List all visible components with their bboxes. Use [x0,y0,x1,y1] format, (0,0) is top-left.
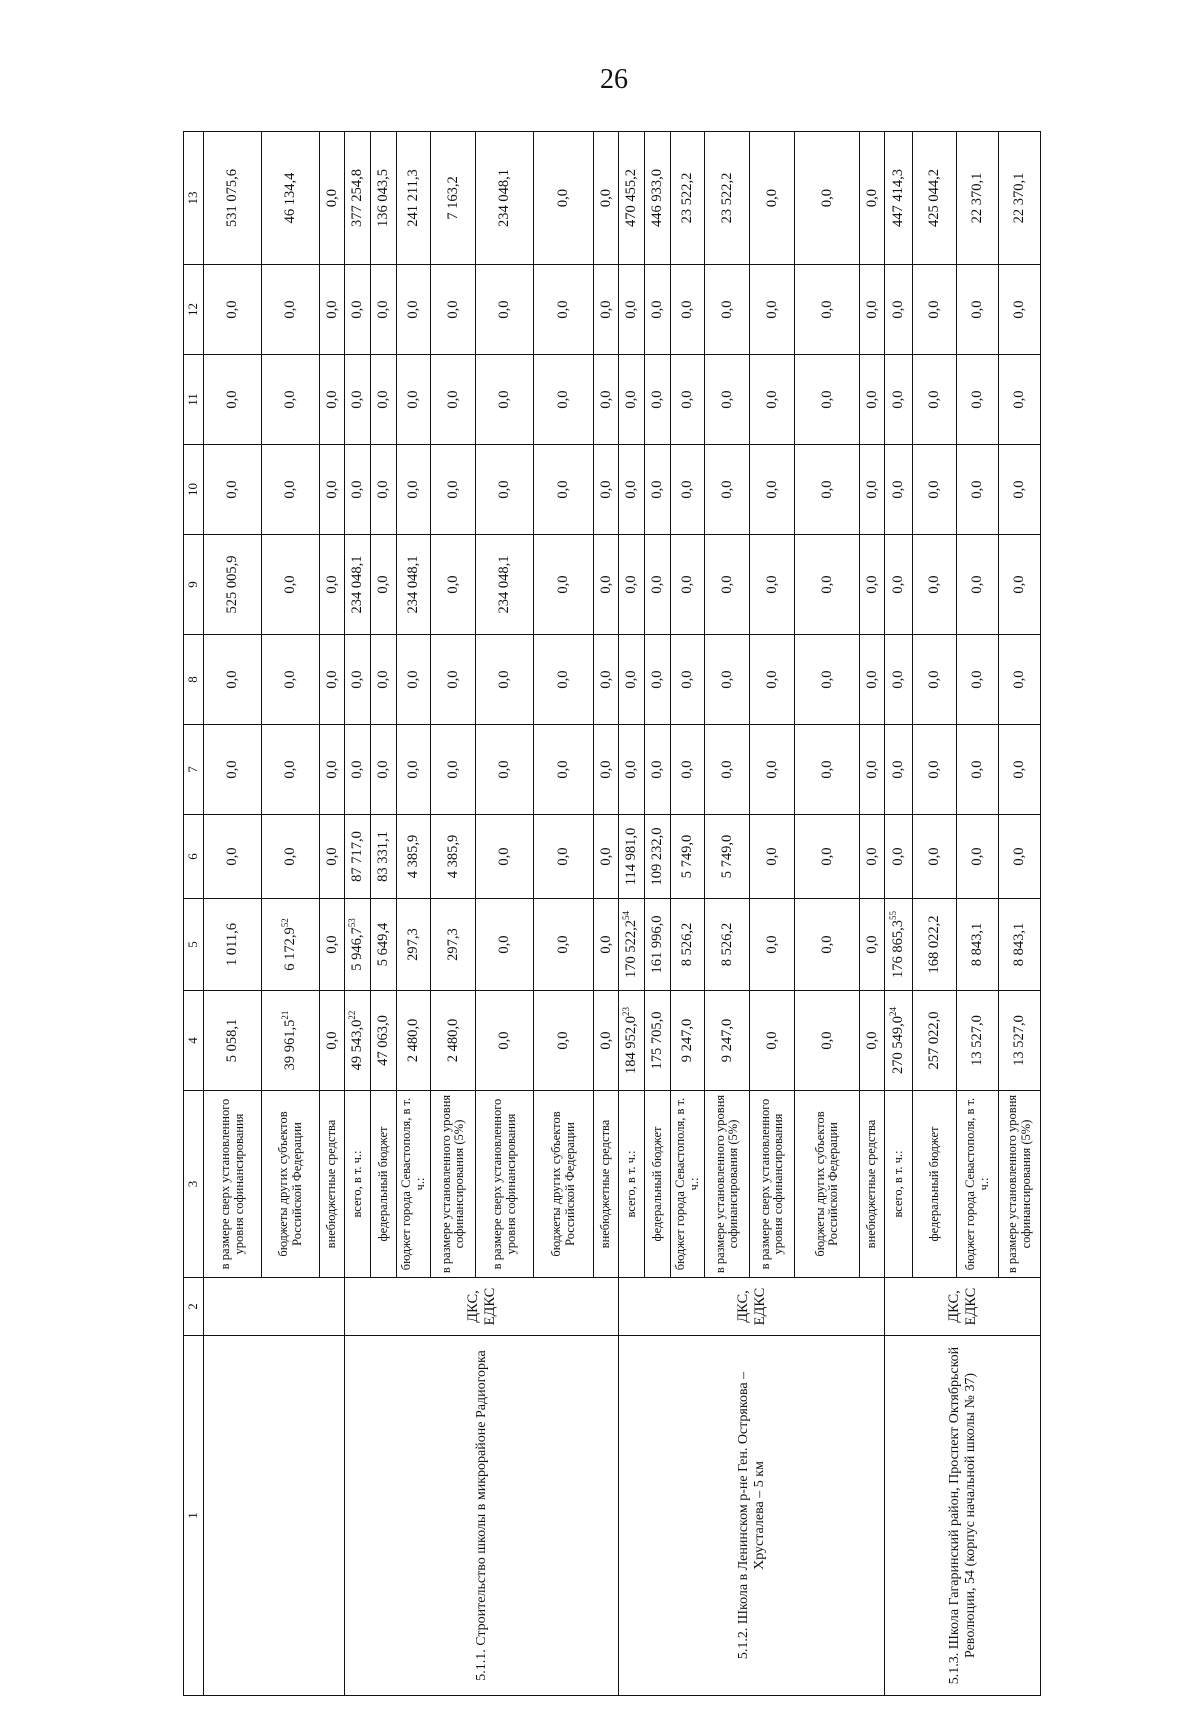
value-cell: 0,0 [320,991,345,1091]
value-cell: 0,0 [431,445,476,535]
value-cell: 0,0 [885,725,913,815]
value-cell: 1 011,6 [204,899,262,991]
value-cell: 0,0 [262,815,320,899]
table-row [619,132,645,1696]
value-cell: 13 527,0 [957,991,999,1091]
value-cell: 0,0 [885,635,913,725]
value-cell: 0,0 [431,265,476,355]
value-cell: 0,0 [320,265,345,355]
funding-source-cell: внебюджетные средства [860,1091,885,1278]
funding-source-cell: федеральный бюджет [913,1091,957,1278]
value-cell: 0,0 [795,991,860,1091]
value-cell: 0,0 [262,445,320,535]
value-cell: 13 527,0 [999,991,1041,1091]
value-cell: 377 254,8 [345,132,371,265]
value-cell: 0,0 [999,725,1041,815]
value-cell: 0,0 [705,725,750,815]
value-cell: 0,0 [913,725,957,815]
funding-source-cell: бюджеты других субъектов Российской Федерации [534,1091,594,1278]
value-cell: 0,0 [619,265,645,355]
value-cell: 0,0 [476,635,534,725]
value-cell: 8 526,2 [671,899,705,991]
value-cell: 525 005,9 [204,535,262,635]
value-cell: 0,0 [957,445,999,535]
value-cell: 0,0 [320,815,345,899]
table-row [345,132,371,1696]
value-cell: 0,0 [262,355,320,445]
value-cell: 0,0 [795,725,860,815]
column-number: 12 [184,265,204,355]
value-cell: 0,0 [795,815,860,899]
value-cell: 0,0 [705,265,750,355]
value-cell: 0,0 [957,355,999,445]
value-cell: 0,0 [320,725,345,815]
funding-source-cell: бюджеты других субъектов Российской Федерации [795,1091,860,1278]
value-cell: 0,0 [860,635,885,725]
value-cell: 0,0 [594,535,619,635]
value-cell: 109 232,0 [645,815,671,899]
column-number: 4 [184,991,204,1091]
value-cell: 0,0 [594,445,619,535]
value-cell: 0,0 [885,355,913,445]
value-cell: 5 946,7$^{53}$ [345,899,371,991]
funding-source-cell: федеральный бюджет [645,1091,671,1278]
value-cell: 0,0 [371,535,397,635]
funding-source-cell: внебюджетные средства [594,1091,619,1278]
value-cell: 0,0 [885,265,913,355]
funding-source-cell: в размере сверх установленного уровня софинансирования [476,1091,534,1278]
column-number: 8 [184,635,204,725]
column-number: 2 [184,1278,204,1336]
value-cell: 0,0 [594,132,619,265]
value-cell: 0,0 [957,725,999,815]
value-cell: 0,0 [705,635,750,725]
value-cell: 0,0 [594,991,619,1091]
value-cell: 0,0 [957,635,999,725]
value-cell: 0,0 [750,445,795,535]
value-cell: 0,0 [204,445,262,535]
value-cell: 531 075,6 [204,132,262,265]
column-number: 6 [184,815,204,899]
footnote-marker: 21 [280,1010,291,1020]
value-cell: 0,0 [534,635,594,725]
value-cell: 0,0 [431,725,476,815]
value-cell: 0,0 [534,355,594,445]
value-cell: 8 843,1 [999,899,1041,991]
value-cell: 0,0 [671,355,705,445]
value-cell: 0,0 [671,265,705,355]
value-cell: 0,0 [619,355,645,445]
value-cell: 0,0 [795,445,860,535]
value-cell: 0,0 [860,265,885,355]
footnote-marker: 23 [621,1007,632,1016]
value-cell: 0,0 [750,132,795,265]
value-cell: 0,0 [750,725,795,815]
value-cell: 0,0 [619,445,645,535]
value-cell: 9 247,0 [671,991,705,1091]
value-cell: 0,0 [957,815,999,899]
value-cell: 176 865,3$^{55}$ [885,899,913,991]
value-cell: 5 058,1 [204,991,262,1091]
value-cell: 0,0 [795,899,860,991]
object-name-cell: 5.1.1. Строительство школы в микрорайоне Радиогорка [345,1336,619,1696]
value-cell: 0,0 [957,265,999,355]
column-number: 1 [184,1336,204,1696]
executor-cell: ДКС, ЕДКС [345,1278,619,1336]
funding-source-cell: федеральный бюджет [371,1091,397,1278]
column-number: 9 [184,535,204,635]
funding-source-cell: всего, в т. ч.: [619,1091,645,1278]
funding-source-cell: в размере установленного уровня софинансирования (5%) [999,1091,1041,1278]
value-cell: 0,0 [913,445,957,535]
value-cell: 0,0 [795,132,860,265]
value-cell: 0,0 [645,265,671,355]
value-cell: 0,0 [999,265,1041,355]
value-cell: 447 414,3 [885,132,913,265]
value-cell: 47 063,0 [371,991,397,1091]
value-cell: 0,0 [860,535,885,635]
value-cell: 0,0 [913,535,957,635]
value-cell: 0,0 [534,899,594,991]
value-cell: 257 022,0 [913,991,957,1091]
value-cell: 8 526,2 [705,899,750,991]
table-row [204,132,262,1696]
budget-table [183,131,1041,1696]
value-cell: 241 211,3 [397,132,431,265]
object-name-cell [204,1336,345,1696]
value-cell: 0,0 [371,635,397,725]
value-cell: 170 522,2$^{54}$ [619,899,645,991]
value-cell: 0,0 [795,635,860,725]
value-cell: 6 172,9$^{52}$ [262,899,320,991]
value-cell: 9 247,0 [705,991,750,1091]
value-cell: 0,0 [594,635,619,725]
value-cell: 168 022,2 [913,899,957,991]
value-cell: 234 048,1 [397,535,431,635]
value-cell: 0,0 [534,815,594,899]
value-cell: 234 048,1 [476,535,534,635]
value-cell: 2 480,0 [397,991,431,1091]
value-cell: 0,0 [476,815,534,899]
column-number: 10 [184,445,204,535]
value-cell: 0,0 [262,265,320,355]
value-cell: 0,0 [431,355,476,445]
value-cell: 0,0 [594,265,619,355]
value-cell: 0,0 [345,265,371,355]
funding-source-cell: всего, в т. ч.: [885,1091,913,1278]
value-cell: 23 522,2 [705,132,750,265]
column-number: 7 [184,725,204,815]
value-cell: 0,0 [431,635,476,725]
value-cell: 0,0 [320,635,345,725]
funding-source-cell: в размере установленного уровня софинансирования (5%) [705,1091,750,1278]
funding-source-cell: в размере установленного уровня софинансирования (5%) [431,1091,476,1278]
value-cell: 0,0 [860,991,885,1091]
funding-source-cell: бюджет города Севастополя, в т. ч.: [957,1091,999,1278]
value-cell: 0,0 [371,445,397,535]
value-cell: 234 048,1 [476,132,534,265]
value-cell: 0,0 [262,635,320,725]
value-cell: 0,0 [397,635,431,725]
footnote-marker: 52 [280,918,291,928]
value-cell: 0,0 [397,445,431,535]
page-number: 26 [600,64,628,95]
value-cell: 161 996,0 [645,899,671,991]
value-cell: 4 385,9 [431,815,476,899]
value-cell: 0,0 [371,265,397,355]
value-cell: 114 981,0 [619,815,645,899]
executor-cell [204,1278,345,1336]
value-cell: 136 043,5 [371,132,397,265]
value-cell: 0,0 [913,265,957,355]
value-cell: 0,0 [671,445,705,535]
value-cell: 0,0 [262,535,320,635]
value-cell: 0,0 [750,265,795,355]
value-cell: 0,0 [645,445,671,535]
value-cell: 0,0 [750,815,795,899]
value-cell: 0,0 [860,815,885,899]
value-cell: 270 549,0$^{24}$ [885,991,913,1091]
value-cell: 0,0 [750,899,795,991]
value-cell: 0,0 [795,265,860,355]
value-cell: 23 522,2 [671,132,705,265]
value-cell: 0,0 [204,635,262,725]
value-cell: 0,0 [750,991,795,1091]
value-cell: 297,3 [431,899,476,991]
value-cell: 0,0 [397,355,431,445]
value-cell: 0,0 [885,445,913,535]
funding-source-cell: всего, в т. ч.: [345,1091,371,1278]
rotated-table-wrapper [183,132,1038,1696]
value-cell: 0,0 [619,635,645,725]
value-cell: 0,0 [320,132,345,265]
value-cell: 0,0 [860,355,885,445]
value-cell: 446 933,0 [645,132,671,265]
value-cell: 0,0 [999,445,1041,535]
executor-cell: ДКС, ЕДКС [619,1278,885,1336]
value-cell: 39 961,5$^{21}$ [262,991,320,1091]
footnote-marker: 54 [621,911,632,920]
table-row [885,132,913,1696]
value-cell: 0,0 [705,535,750,635]
value-cell: 0,0 [671,635,705,725]
value-cell: 0,0 [345,445,371,535]
value-cell: 0,0 [204,815,262,899]
value-cell: 0,0 [619,725,645,815]
value-cell: 7 163,2 [431,132,476,265]
value-cell: 0,0 [594,815,619,899]
value-cell: 0,0 [397,725,431,815]
value-cell: 0,0 [999,815,1041,899]
value-cell: 0,0 [320,899,345,991]
value-cell: 0,0 [476,445,534,535]
value-cell: 83 331,1 [371,815,397,899]
value-cell: 0,0 [320,445,345,535]
column-number: 3 [184,1091,204,1278]
value-cell: 470 455,2 [619,132,645,265]
footnote-marker: 55 [888,911,899,920]
value-cell: 0,0 [534,535,594,635]
value-cell: 0,0 [705,355,750,445]
value-cell: 0,0 [957,535,999,635]
value-cell: 0,0 [345,725,371,815]
column-number: 5 [184,899,204,991]
value-cell: 4 385,9 [397,815,431,899]
funding-source-cell: внебюджетные средства [320,1091,345,1278]
value-cell: 0,0 [534,725,594,815]
value-cell: 0,0 [320,535,345,635]
value-cell: 184 952,0$^{23}$ [619,991,645,1091]
value-cell: 297,3 [397,899,431,991]
executor-cell: ДКС, ЕДКС [885,1278,1041,1336]
value-cell: 175 705,0 [645,991,671,1091]
value-cell: 425 044,2 [913,132,957,265]
value-cell: 0,0 [795,355,860,445]
value-cell: 0,0 [671,535,705,635]
value-cell: 0,0 [795,535,860,635]
value-cell: 0,0 [750,355,795,445]
value-cell: 0,0 [999,635,1041,725]
funding-source-cell: бюджеты других субъектов Российской Федерации [262,1091,320,1278]
value-cell: 5 649,4 [371,899,397,991]
value-cell: 46 134,4 [262,132,320,265]
footnote-marker: 22 [347,1010,358,1020]
value-cell: 0,0 [476,991,534,1091]
funding-source-cell: в размере сверх установленного уровня софинансирования [750,1091,795,1278]
value-cell: 0,0 [885,535,913,635]
value-cell: 0,0 [645,725,671,815]
value-cell: 0,0 [534,445,594,535]
value-cell: 0,0 [397,265,431,355]
value-cell: 0,0 [860,445,885,535]
value-cell: 0,0 [750,535,795,635]
value-cell: 5 749,0 [671,815,705,899]
table-body [184,132,1041,1696]
value-cell: 2 480,0 [431,991,476,1091]
value-cell: 0,0 [705,445,750,535]
value-cell: 0,0 [204,355,262,445]
value-cell: 0,0 [431,535,476,635]
value-cell: 0,0 [999,535,1041,635]
value-cell: 0,0 [913,355,957,445]
header-row [184,132,204,1696]
funding-source-cell: бюджет города Севастополя, в т. ч.: [671,1091,705,1278]
value-cell: 0,0 [671,725,705,815]
footnote-marker: 24 [888,1007,899,1016]
value-cell: 0,0 [860,899,885,991]
value-cell: 0,0 [750,635,795,725]
value-cell: 8 843,1 [957,899,999,991]
value-cell: 5 749,0 [705,815,750,899]
value-cell: 0,0 [913,815,957,899]
value-cell: 0,0 [999,355,1041,445]
funding-source-cell: бюджет города Севастополя, в т. ч.: [397,1091,431,1278]
value-cell: 0,0 [204,265,262,355]
funding-source-cell: в размере сверх установленного уровня софинансирования [204,1091,262,1278]
value-cell: 0,0 [534,265,594,355]
footnote-marker: 53 [347,918,358,928]
value-cell: 0,0 [594,725,619,815]
value-cell: 0,0 [645,535,671,635]
value-cell: 22 370,1 [999,132,1041,265]
value-cell: 0,0 [371,355,397,445]
object-name-cell: 5.1.2. Школа в Ленинском р-не Ген. Острякова – Хрусталева – 5 км [619,1336,885,1696]
value-cell: 0,0 [476,355,534,445]
column-number: 13 [184,132,204,265]
value-cell: 0,0 [885,815,913,899]
value-cell: 0,0 [860,725,885,815]
column-number: 11 [184,355,204,445]
value-cell: 0,0 [534,132,594,265]
value-cell: 0,0 [345,355,371,445]
value-cell: 0,0 [476,265,534,355]
value-cell: 49 543,0$^{22}$ [345,991,371,1091]
value-cell: 0,0 [619,535,645,635]
object-name-cell: 5.1.3. Школа Гагаринский район, Проспект Октябрьской Революции, 54 (корпус начальной школы № 37) [885,1336,1041,1696]
value-cell: 0,0 [534,991,594,1091]
value-cell: 0,0 [371,725,397,815]
value-cell: 0,0 [594,355,619,445]
value-cell: 0,0 [345,635,371,725]
value-cell: 0,0 [913,635,957,725]
value-cell: 0,0 [860,132,885,265]
value-cell: 0,0 [645,635,671,725]
value-cell: 234 048,1 [345,535,371,635]
value-cell: 0,0 [320,355,345,445]
value-cell: 87 717,0 [345,815,371,899]
value-cell: 22 370,1 [957,132,999,265]
value-cell: 0,0 [645,355,671,445]
value-cell: 0,0 [204,725,262,815]
value-cell: 0,0 [594,899,619,991]
value-cell: 0,0 [476,725,534,815]
value-cell: 0,0 [262,725,320,815]
value-cell: 0,0 [476,899,534,991]
